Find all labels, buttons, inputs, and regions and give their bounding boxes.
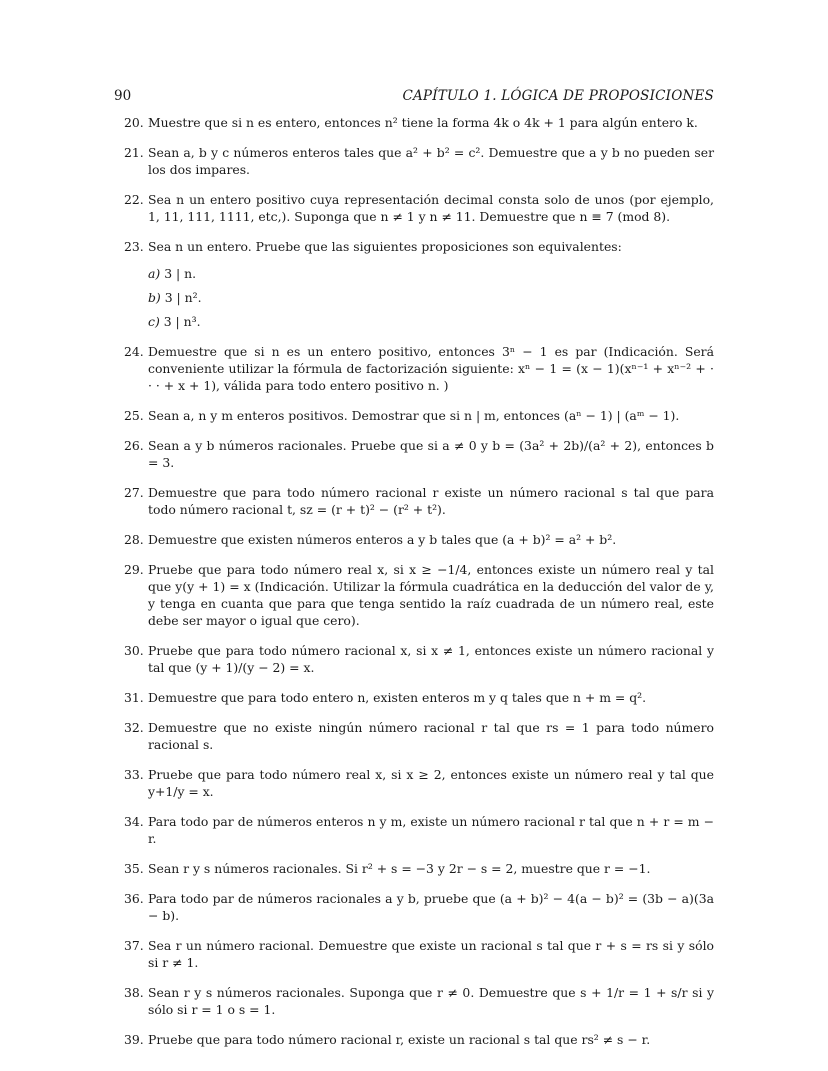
problem-text: Sean a y b números racionales. Pruebe que si a ≠ 0 y b = (3a² + 2b)/(a² + 2), entonces b = 3. (148, 438, 714, 470)
problem-text: Pruebe que para todo número real x, si x ≥ 2, entonces existe un número real y tal que y+1/y = x. (148, 767, 714, 799)
problem-text: Sea r un número racional. Demuestre que existe un racional s tal que r + s = rs si y sólo si r ≠ 1. (148, 938, 714, 970)
problem-item (114, 813, 714, 847)
sub-item (148, 289, 714, 306)
problem-number: 22. (124, 192, 144, 207)
sub-item-text: 3 | n. (164, 266, 197, 281)
sub-item (148, 265, 714, 282)
page-number: 90 (114, 88, 132, 104)
problem-text: Pruebe que para todo número racional x, si x ≠ 1, entonces existe un número racional y tal que (y + 1)/(y − 2) = x. (148, 643, 714, 675)
problem-number: 34. (124, 814, 144, 829)
problem-number: 37. (124, 938, 144, 953)
problem-item (114, 766, 714, 800)
problem-text: Demuestre que existen números enteros a y b tales que (a + b)² = a² + b². (148, 532, 617, 547)
problem-item (114, 343, 714, 394)
problem-item (114, 689, 714, 706)
problem-text: Sea n un entero. Pruebe que las siguientes proposiciones son equivalentes: (148, 239, 622, 254)
problem-number: 25. (124, 408, 144, 423)
problem-text: Pruebe que para todo número real x, si x ≥ −1/4, entonces existe un número real y tal que y(y + 1) = x (Indicación. Utilizar la fórmula cuadrática en la deducción del valor de y, y tenga en cuanta que para que tenga sentido la raíz cuadrada de un número real, este debe ser mayor o igual que cero). (148, 562, 714, 628)
problem-text: Demuestre que para todo número racional r existe un número racional s tal que para todo número racional t, sz = (r + t)² − (r² + t²). (148, 485, 714, 517)
problem-text: Sea n un entero positivo cuya representación decimal consta solo de unos (por ejemplo, 1, 11, 111, 1111, etc,). Suponga que n ≠ 1 y n ≠ 11. Demuestre que n ≡ 7 (mod 8). (148, 192, 714, 224)
problem-text: Pruebe que para todo número racional r, existe un racional s tal que rs² ≠ s − r. (148, 1032, 651, 1047)
problem-item (114, 984, 714, 1018)
problem-number: 23. (124, 239, 144, 254)
problem-item (114, 114, 714, 131)
problem-item (114, 642, 714, 676)
problem-number: 26. (124, 438, 144, 453)
problem-number: 36. (124, 891, 144, 906)
problem-item (114, 531, 714, 548)
problem-number: 32. (124, 720, 144, 735)
problem-text: Sean a, n y m enteros positivos. Demostrar que si n | m, entonces (aⁿ − 1) | (aᵐ − 1). (148, 408, 680, 423)
problem-item (114, 191, 714, 225)
problem-text: Sean r y s números racionales. Suponga que r ≠ 0. Demuestre que s + 1/r = 1 + s/r si y sólo si r = 1 o s = 1. (148, 985, 714, 1017)
problem-number: 35. (124, 861, 144, 876)
sub-item-text: 3 | n³. (163, 314, 201, 329)
problem-number: 30. (124, 643, 144, 658)
problem-number: 38. (124, 985, 144, 1000)
problem-text: Demuestre que si n es un entero positivo, entonces 3ⁿ − 1 es par (Indicación. Será conveniente utilizar la fórmula de factorización siguiente: xⁿ − 1 = (x − 1)(xⁿ⁻¹ + xⁿ⁻² + · · · + x + 1), válida para todo entero positivo n. ) (148, 344, 714, 393)
problem-number: 24. (124, 344, 144, 359)
problem-list (114, 114, 714, 1061)
problem-item (114, 890, 714, 924)
problem-number: 33. (124, 767, 144, 782)
problem-text: Demuestre que no existe ningún número racional r tal que rs = 1 para todo número racional s. (148, 720, 714, 752)
problem-text: Sean r y s números racionales. Si r² + s = −3 y 2r − s = 2, muestre que r = −1. (148, 861, 651, 876)
problem-item (114, 484, 714, 518)
problem-number: 29. (124, 562, 144, 577)
problem-number: 28. (124, 532, 144, 547)
sub-item-label: a) (148, 266, 161, 281)
problem-text: Muestre que si n es entero, entonces n² tiene la forma 4k o 4k + 1 para algún entero k. (148, 115, 698, 130)
sub-item-text: 3 | n². (164, 290, 202, 305)
problem-text: Sean a, b y c números enteros tales que a² + b² = c². Demuestre que a y b no pueden ser los dos impares. (148, 145, 714, 177)
sub-item-label: b) (148, 290, 161, 305)
page-header (114, 88, 714, 108)
problem-item (114, 1031, 714, 1048)
problem-item (114, 407, 714, 424)
sub-list (148, 265, 714, 330)
problem-item (114, 719, 714, 753)
problem-number: 31. (124, 690, 144, 705)
problem-item (114, 238, 714, 330)
problem-number: 39. (124, 1032, 144, 1047)
problem-text: Para todo par de números enteros n y m, existe un número racional r tal que n + r = m − r. (148, 814, 714, 846)
problem-number: 21. (124, 145, 144, 160)
problem-text: Para todo par de números racionales a y b, pruebe que (a + b)² − 4(a − b)² = (3b − a)(3a − b). (148, 891, 714, 923)
problem-item (114, 860, 714, 877)
problem-item (114, 561, 714, 629)
problem-item (114, 144, 714, 178)
problem-item (114, 437, 714, 471)
problem-item (114, 937, 714, 971)
problem-text: Demuestre que para todo entero n, existen enteros m y q tales que n + m = q². (148, 690, 647, 705)
sub-item (148, 313, 714, 330)
problem-number: 20. (124, 115, 144, 130)
sub-item-label: c) (148, 314, 160, 329)
chapter-title: CAPÍTULO 1. LÓGICA DE PROPOSICIONES (402, 88, 714, 104)
problem-number: 27. (124, 485, 144, 500)
